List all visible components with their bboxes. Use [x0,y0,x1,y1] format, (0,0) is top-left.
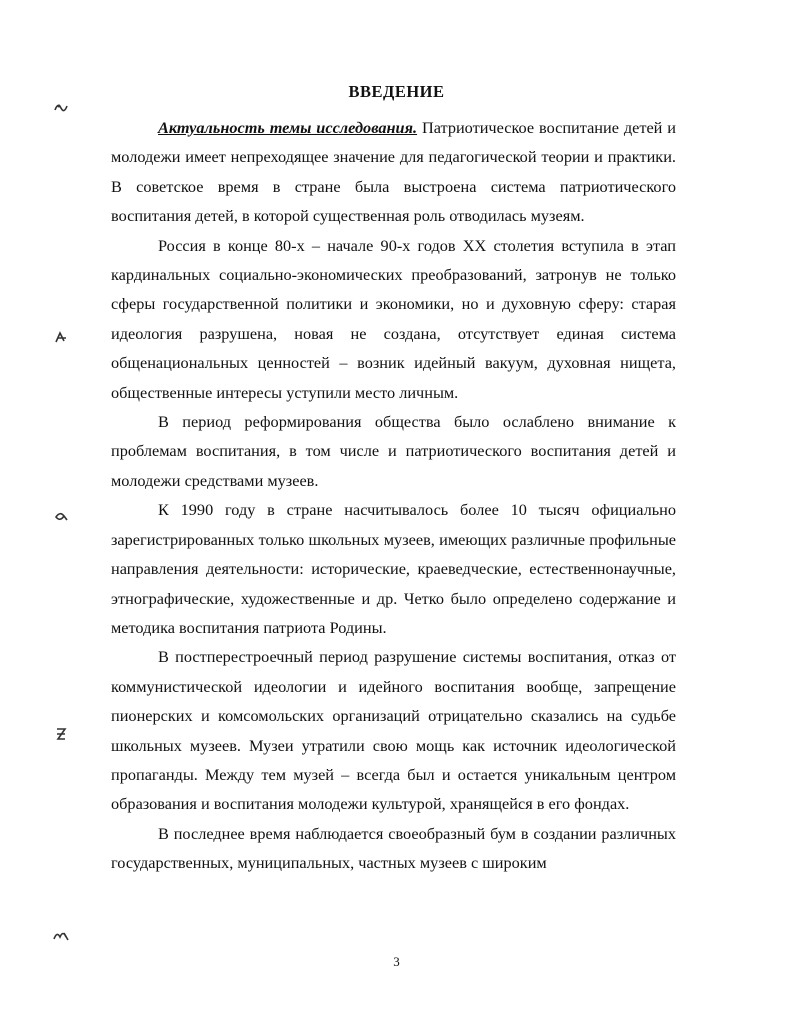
scan-mark-icon [52,100,70,114]
scan-mark-icon [52,510,70,524]
scan-mark-icon [52,330,70,344]
paragraph-5: В постперестроечный период разрушение системы воспитания, отказ от коммунистической идеологии и идейного воспитания вообще, запрещение пионерских и комсомольских организаций отрицательно сказались на судьбе школьных музеев. Музеи утратили свою мощь как источник идеологической пропаганды. Между тем музей – всегда был и остается уникальным центром образования и воспитания молодежи культурой, хранящейся в его фондах. [111,647,676,814]
paragraph-6: В последнее время наблюдается своеобразный бум в создании различных государственных, муниципальных, частных музеев с широким [111,823,676,873]
paragraph-1-text: Патриотическое воспитание детей и молодежи имеет непреходящее значение для педагогической теории и практики. В советское время в стране была выстроена система патриотического воспитания детей, в которой существенная роль отводилась музеям. [111,118,676,226]
page-title: ВВЕДЕНИЕ [348,82,445,101]
scan-mark-icon [52,727,70,741]
paragraph-4: К 1990 году в стране насчитывалось более 10 тысяч официально зарегистрированных только школьных музеев, имеющих различные профильные направления деятельности: исторические, краеведческие, естественнонаучные, этнографические, художественные и др. Четко было определено содержание и методика воспитания патриота Родины. [111,500,676,637]
scan-mark-icon [52,928,70,942]
page-number: 3 [393,954,400,969]
body-text [111,113,676,878]
paragraph-1 [111,113,676,231]
paragraph-2: Россия в конце 80-х – начале 90-х годов XX столетия вступила в этап кардинальных социально-экономических преобразований, затронув не только сферы государственной политики и экономики, но и духовную сферу: старая идеология разрушена, новая не создана, отсутствует единая система общенациональных ценностей – возник идейный вакуум, духовная нищета, общественные интересы уступили место личным. [111,235,676,402]
section-lead: Актуальность темы исследования. [158,118,418,137]
paragraph-3: В период реформирования общества было ослаблено внимание к проблемам воспитания, в том числе и патриотического воспитания детей и молодежи средствами музеев. [111,412,676,490]
